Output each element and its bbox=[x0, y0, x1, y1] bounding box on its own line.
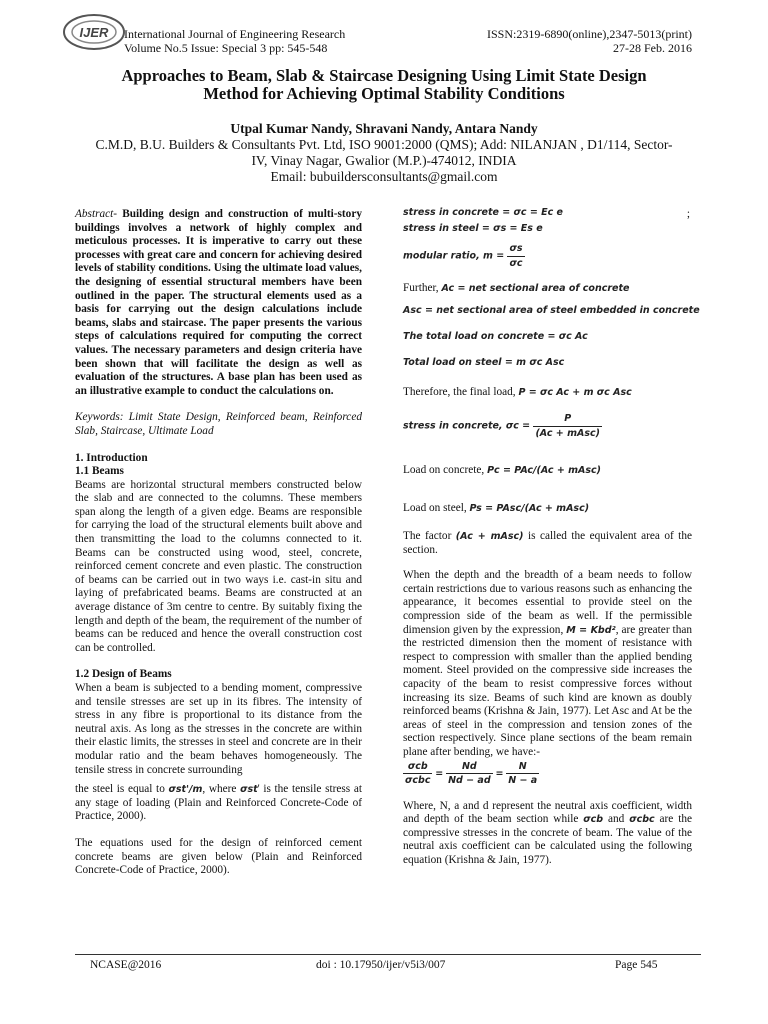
eq-stress-num: P bbox=[533, 412, 602, 427]
design-paragraph: When a beam is subjected to a bending moment, compressive and tensile stresses are set up in its fibres. The intensity of stress in any fibre is proportional to its distance from the neutral axis. As long as the stresses in the concrete are within their elastic limits, the stresses in steel and concrete are in their modular ratio and the beam behaves homogeneously. The tensile stress in concrete surrounding bbox=[75, 682, 362, 776]
where-text-a: Where, N, a and d represent the neutral axis coefficient, width and depth of the beam section while bbox=[403, 799, 692, 826]
eq-ratio-1 bbox=[403, 760, 432, 788]
abstract-text: Building design and construction of multi-story buildings involves a network of highly complex and meticulous processes. It is imperative to carry out these processes with great care and concern for achieving desired levels of stability conditions. Using the ultimate load values, the designing of essential structural members have been outlined in the paper. The structural elements used as a basis for carrying out the design calculations include beams, slabs and staircase. The paper presents the various steps of calculations required for computing the correct values. The necessary parameters and design criteria have been shown that will facilitate the design as well as evaluation of the structures. A base plan has been used as an illustrative example to conduct the calculations on. bbox=[75, 208, 362, 397]
eq-stress-steel: stress in steel = σs = Es e bbox=[403, 223, 543, 234]
ratio-den-2: Nd − ad bbox=[448, 775, 491, 787]
authors: Utpal Kumar Nandy, Shravani Nandy, Antara Nandy bbox=[230, 121, 538, 136]
ratio-num-3: N bbox=[506, 760, 539, 775]
keywords-label: Keywords: bbox=[75, 411, 124, 424]
journal-name: International Journal of Engineering Research bbox=[124, 27, 346, 41]
eq-ratio-2 bbox=[446, 760, 493, 788]
paper-title bbox=[40, 67, 728, 103]
affiliation bbox=[40, 137, 728, 185]
eq-total-steel: Total load on steel = m σc Asc bbox=[403, 357, 565, 368]
where-symbol-2: σcbc bbox=[629, 814, 655, 826]
author-email: Email: bubuildersconsultants@gmail.com bbox=[270, 169, 498, 184]
depth-paragraph bbox=[403, 569, 692, 759]
steel-text-b: , where bbox=[202, 783, 241, 796]
eq-factor: (Ac + mAsc) bbox=[455, 531, 524, 542]
further-row bbox=[403, 282, 692, 304]
steel-stress-paragraph bbox=[75, 783, 362, 824]
eq-total-steel-row bbox=[403, 356, 692, 386]
right-column bbox=[403, 206, 700, 867]
depth-text-b: , are greater than the restricted dimension then the moment of resistance with respect to compression with smaller than the applied bending moment. Steel provided on the compressive side increases the capacity of the beam to resist compressive forces without increasing its size. Beams of such kind are known as doubly reinforced beams (Krishna & Jain, 1977). Let Asc and At be the areas of steel in the compression and tension zones of the section respectively. Since plane sections of the beam remain plane after bending, we have:- bbox=[403, 623, 693, 758]
equations-paragraph: The equations used for the design of reinforced cement concrete beams are given below (Plain and Reinforced Concrete-Code of Practice, 2000). bbox=[75, 836, 362, 877]
steel-text-a: the steel is equal to bbox=[75, 783, 169, 796]
eq-ratio-3 bbox=[506, 760, 539, 788]
load-concrete-text: Load on concrete, bbox=[403, 464, 488, 476]
intro-heading: 1. Introduction bbox=[75, 451, 148, 464]
design-heading: 1.2 Design of Beams bbox=[75, 668, 172, 681]
load-concrete-row bbox=[403, 456, 692, 496]
eq-ratio-row: $\frac{\text{σcb}}{\text{σcbc}}$ = $\frac{Nd}{Nd - ad}$ = $\frac{N}{N - a}$ bbox=[405, 760, 538, 787]
where-text-c: are the compressive stresses in the concrete of beam. The value of the neutral axis coefficient can be calculated using the following equation (Krishna & Jain, 1977). bbox=[403, 813, 692, 866]
keywords-text: Limit State Design, Reinforced beam, Reinforced Slab, Staircase, Ultimate Load bbox=[75, 411, 362, 437]
steel-text-c: ' is the tensile stress at any stage of loading (Plain and Reinforced Concrete-Code of Practice, 2000). bbox=[75, 783, 362, 823]
load-steel-row bbox=[403, 496, 692, 530]
eq-modular-den: σc bbox=[509, 257, 523, 269]
eq-total-concrete-row bbox=[403, 330, 692, 356]
where-text-b: and bbox=[603, 813, 630, 826]
beams-heading: 1.1 Beams bbox=[75, 465, 124, 478]
issn: ISSN:2319-6890(online),2347-5013(print) bbox=[487, 27, 692, 41]
eq-load-steel: Ps = PAsc/(Ac + mAsc) bbox=[469, 503, 590, 514]
factor-text-a: The factor bbox=[403, 530, 456, 542]
abstract-label: Abstract- bbox=[75, 208, 118, 220]
eq-stress-steel-row bbox=[403, 222, 692, 242]
depth-text-a: When the depth and the breadth of a beam needs to follow certain restrictions due to various reasons such as enhancing the appearance, it becomes essential to provide steel on the compression side of the beam as well. If the permissible dimension given by the expression, bbox=[403, 569, 692, 636]
ratio-num-1: σcb bbox=[403, 760, 432, 775]
eq-modular-row bbox=[403, 242, 692, 276]
page-number: Page 545 bbox=[615, 959, 658, 971]
issue-date: 27-28 Feb. 2016 bbox=[613, 41, 692, 55]
final-load-text: Therefore, the final load, bbox=[403, 386, 519, 398]
eq-stress-lhs: stress in concrete, σc = bbox=[403, 420, 534, 432]
eq-load-concrete: Pc = PAc/(Ac + mAsc) bbox=[487, 465, 601, 476]
ratio-den-3: N − a bbox=[508, 775, 538, 787]
ratio-den-1: σcbc bbox=[405, 775, 431, 787]
factor-text-b: is called the equivalent area of the section. bbox=[403, 530, 692, 556]
logo-text: IJER bbox=[79, 25, 109, 40]
beams-paragraph: Beams are horizontal structural members constructed below the slab and are connected to the columns. These members span along the length of a given edge. Beams are responsible for carrying the load of the structural elements built above and then transmitting the load to the columns connected to it. Beams can be constructed using wood, steel, concrete, reinforced cement concrete and even plastic. The construction of beams can be carried out in two ways i.e. cast-in situ and laying of prefabricated beams. Beams are constructed at an average distance of 3m centre to centre. By suitably fixing the length and depth of the beam, the requirement of the number of beams can be reduced and hence the overall construction cost can be controlled. bbox=[75, 478, 362, 654]
where-paragraph bbox=[403, 800, 692, 868]
footer-rule bbox=[75, 954, 701, 955]
keywords bbox=[75, 411, 362, 438]
eq-stress-concrete: stress in concrete = σc = Ec e bbox=[403, 207, 563, 218]
left-column bbox=[75, 208, 362, 878]
eq-modular-lhs: modular ratio, m = bbox=[403, 250, 508, 262]
eq-stress-concrete-row bbox=[403, 206, 692, 222]
title-line-1: Approaches to Beam, Slab & Staircase Designing Using Limit State Design bbox=[121, 66, 647, 85]
steel-stress-symbol: σst bbox=[240, 784, 258, 796]
load-steel-text: Load on steel, bbox=[403, 502, 470, 514]
affiliation-line-1: C.M.D, B.U. Builders & Consultants Pvt. Ltd, ISO 9001:2000 (QMS); Add: NILANJAN , D1/114, Sector- bbox=[95, 137, 673, 152]
title-line-2: Method for Achieving Optimal Stability Conditions bbox=[203, 84, 565, 103]
final-load-row bbox=[403, 386, 692, 412]
eq-stress-fraction bbox=[533, 412, 602, 440]
steel-stress-equation: σst'/m bbox=[168, 784, 203, 796]
where-symbol-1: σcb bbox=[583, 814, 604, 826]
eq-modular-fraction bbox=[507, 242, 524, 270]
footer-conference: NCASE@2016 bbox=[90, 959, 162, 971]
journal-logo bbox=[62, 12, 126, 52]
eq-stress-den: (Ac + mAsc) bbox=[535, 427, 600, 439]
footer-doi: doi : 10.17950/ijer/v5i3/007 bbox=[316, 959, 446, 971]
eq-final-load: P = σc Ac + m σc Asc bbox=[518, 387, 632, 398]
eq-asc-row bbox=[403, 304, 700, 330]
volume-info: Volume No.5 Issue: Special 3 pp: 545-548 bbox=[124, 41, 328, 55]
eq-stress-fraction-row bbox=[403, 412, 692, 456]
factor-paragraph bbox=[403, 530, 692, 557]
eq-total-concrete: The total load on concrete = σc Ac bbox=[403, 331, 588, 342]
eq-moment: M = Kbd² bbox=[566, 624, 616, 636]
further-text: Further, bbox=[403, 282, 442, 294]
eq-asc: Asc = net sectional area of steel embedded in concrete bbox=[403, 305, 700, 316]
eq-ac: Ac = net sectional area of concrete bbox=[441, 283, 630, 294]
ratio-num-2: Nd bbox=[446, 760, 493, 775]
abstract bbox=[75, 208, 362, 398]
semicolon: ; bbox=[686, 208, 690, 220]
eq-modular-num: σs bbox=[507, 242, 524, 257]
affiliation-line-2: IV, Vinay Nagar, Gwalior (M.P.)-474012, INDIA bbox=[251, 153, 517, 168]
